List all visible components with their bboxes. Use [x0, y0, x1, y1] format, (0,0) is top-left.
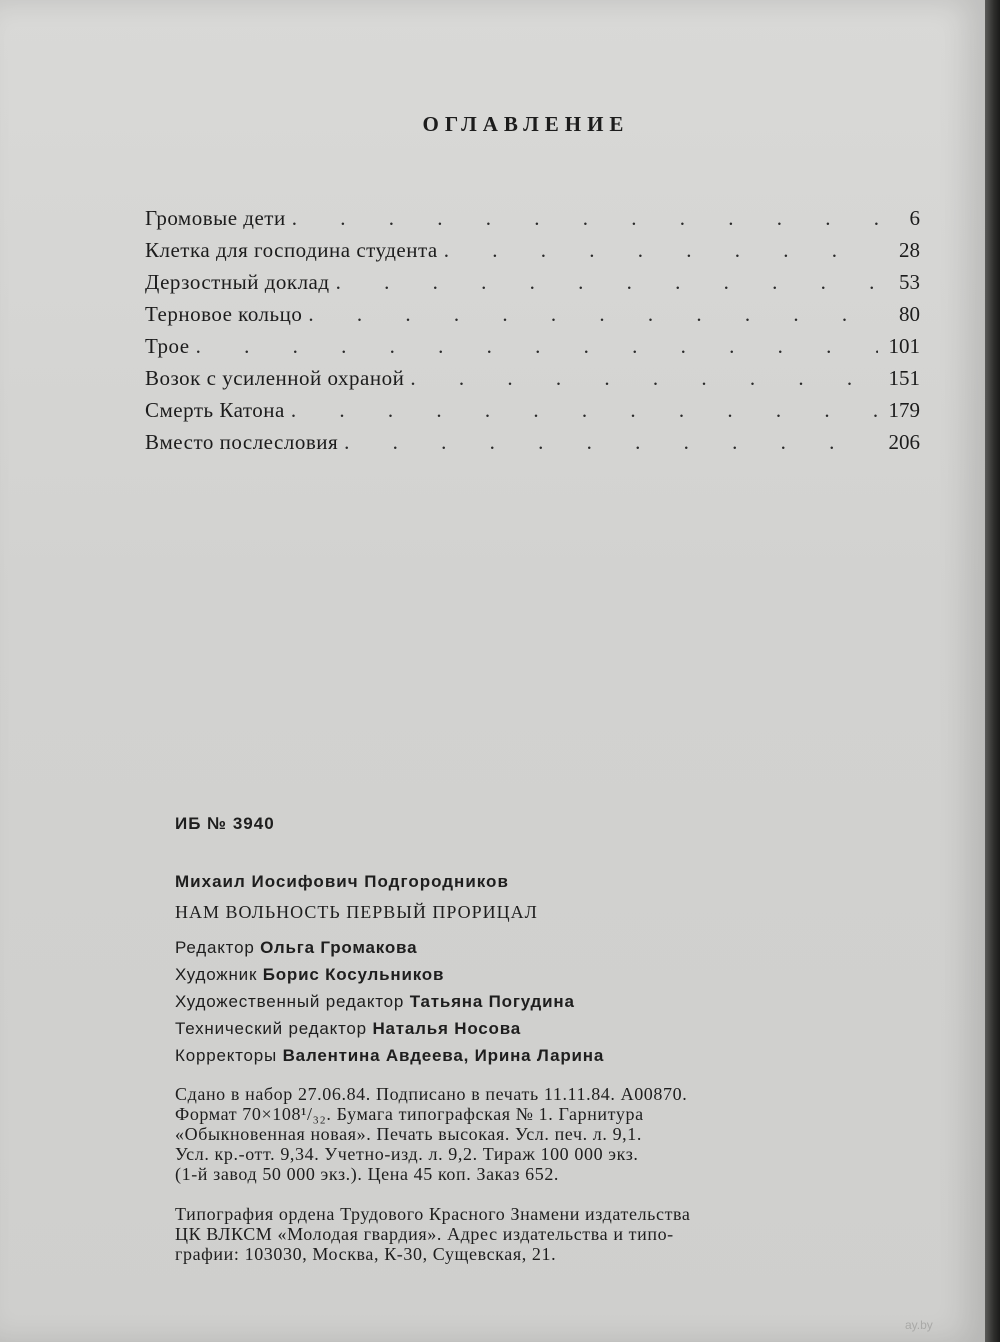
toc-entry — [145, 238, 920, 270]
staff-name: Татьяна Погудина — [409, 992, 575, 1011]
toc-entry — [145, 366, 920, 398]
toc-entry-title: Громовые дети — [145, 206, 286, 230]
toc-leader-dots — [344, 430, 878, 455]
toc-entry-title: Терновое кольцо — [145, 302, 303, 326]
printer-line: Типография ордена Трудового Красного Знамени издательства — [175, 1204, 691, 1224]
book-spine-shadow — [985, 0, 1000, 1342]
toc-leader-dots — [292, 206, 878, 231]
printer-line: графии: 103030, Москва, К-30, Сущевская, 21. — [175, 1244, 557, 1264]
staff-role: Художник — [175, 965, 258, 984]
staff-list — [175, 938, 604, 1073]
publication-line: Сдано в набор 27.06.84. Подписано в печать 11.11.84. А00870. — [175, 1084, 688, 1104]
toc-leader-dots — [444, 238, 878, 263]
publication-details — [175, 1084, 965, 1184]
staff-row — [175, 1019, 604, 1046]
toc-entry-page: 53 — [899, 270, 920, 294]
toc-title: ОГЛАВЛЕНИЕ — [422, 112, 630, 136]
staff-role: Редактор — [175, 938, 255, 957]
staff-role: Технический редактор — [175, 1019, 367, 1038]
site-watermark: ay.by — [905, 1318, 933, 1332]
ib-number: ИБ № 3940 — [175, 814, 275, 833]
staff-row — [175, 992, 604, 1019]
toc-entry-title: Возок с усиленной охраной — [145, 366, 405, 390]
toc-entry-title: Дерзостный доклад — [145, 270, 330, 294]
staff-name: Валентина Авдеева, Ирина Ларина — [282, 1046, 605, 1065]
toc-entry-title: Трое — [145, 334, 190, 358]
toc-leader-dots — [410, 366, 878, 391]
toc-leader-dots — [308, 302, 878, 327]
toc-entry-title: Клетка для господина студента — [145, 238, 438, 262]
printer-details — [175, 1204, 965, 1264]
toc-entry — [145, 206, 920, 238]
toc-entry — [145, 334, 920, 366]
toc-entry — [145, 270, 920, 302]
publication-line: «Обыкновенная новая». Печать высокая. Усл. печ. л. 9,1. — [175, 1124, 642, 1144]
staff-role: Корректоры — [175, 1046, 278, 1065]
toc-leader-dots — [196, 334, 878, 359]
staff-row — [175, 1046, 604, 1073]
book-title: НАМ ВОЛЬНОСТЬ ПЕРВЫЙ ПРОРИЦАЛ — [175, 902, 538, 922]
printer-line: ЦК ВЛКСМ «Молодая гвардия». Адрес издательства и типо- — [175, 1224, 674, 1244]
toc-entry-page: 80 — [899, 302, 920, 326]
toc-entry-title: Смерть Катона — [145, 398, 285, 422]
toc-entry — [145, 302, 920, 334]
toc-entry-page: 206 — [888, 430, 920, 454]
publication-line: Усл. кр.-отт. 9,34. Учетно-изд. л. 9,2. Тираж 100 000 экз. — [175, 1144, 639, 1164]
toc-entry — [145, 430, 920, 462]
table-of-contents — [145, 206, 920, 462]
publication-line: Формат 70×108¹/₃₂. Бумага типографская № 1. Гарнитура — [175, 1104, 644, 1124]
toc-entry — [145, 398, 920, 430]
toc-entry-title: Вместо послесловия — [145, 430, 339, 454]
toc-entry-page: 28 — [899, 238, 920, 262]
toc-entry-page: 179 — [888, 398, 920, 422]
publication-line: (1-й завод 50 000 экз.). Цена 45 коп. Заказ 652. — [175, 1164, 560, 1184]
toc-entry-page: 101 — [888, 334, 920, 358]
staff-name: Ольга Громакова — [260, 938, 418, 957]
staff-name: Наталья Носова — [372, 1019, 521, 1038]
staff-row — [175, 938, 604, 965]
staff-name: Борис Косульников — [262, 965, 445, 984]
author-name: Михаил Иосифович Подгородников — [175, 872, 509, 891]
toc-leader-dots — [336, 270, 878, 295]
toc-entry-page: 151 — [888, 366, 920, 390]
toc-leader-dots — [291, 398, 878, 423]
toc-entry-page: 6 — [909, 206, 920, 230]
staff-row — [175, 965, 604, 992]
staff-role: Художественный редактор — [175, 992, 405, 1011]
